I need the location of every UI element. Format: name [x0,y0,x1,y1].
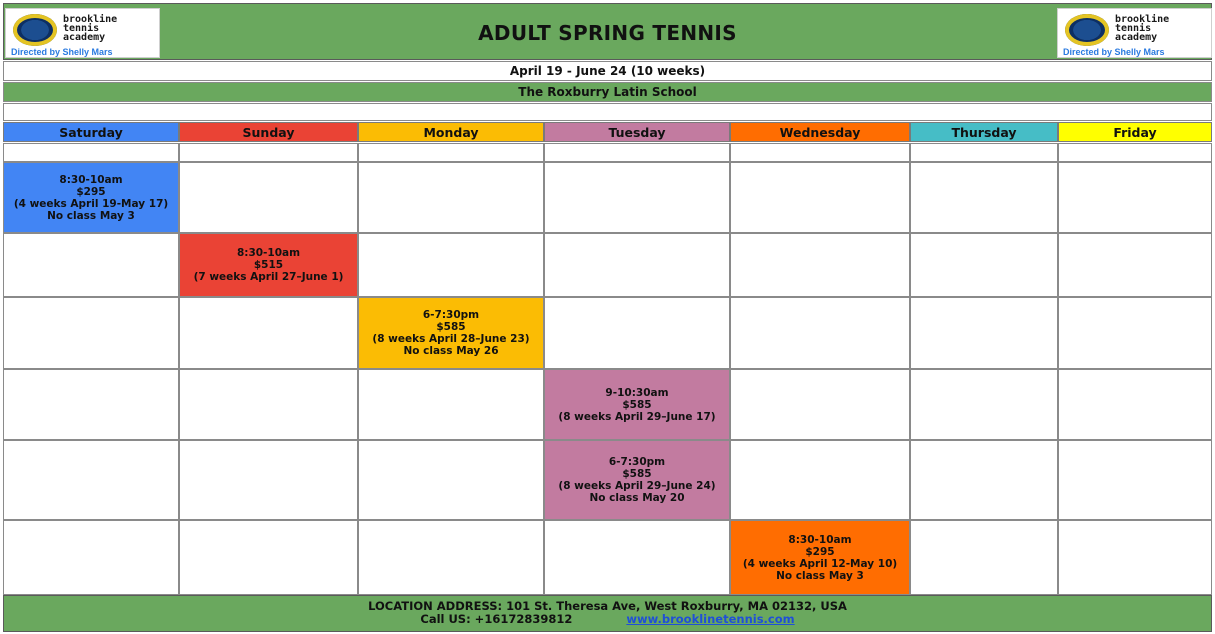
class-slot-saturday[interactable] [3,162,179,233]
class-details [372,309,529,357]
class-detail-line: (8 weeks April 28–June 23) [372,333,530,345]
schedule-cell [1058,520,1212,595]
header-bar [3,3,1212,60]
logo-text: brookline tennis academy [63,14,118,43]
class-detail-line: 8:30-10am [59,173,123,186]
logo-left [5,8,160,58]
class-detail-line: 6-7:30pm [422,309,480,321]
logo-tagline: Directed by Shelly Mars [1063,47,1165,57]
logo-right [1057,8,1212,58]
logo-text: brookline tennis academy [1115,14,1170,43]
schedule-cell [910,233,1058,297]
schedule-cell [1058,233,1212,297]
day-header-saturday: Saturday [3,122,179,142]
schedule-cell [3,143,179,162]
schedule-cell [358,143,544,162]
schedule-cell [730,233,910,297]
schedule-cell [3,233,179,297]
schedule-cell [544,520,730,595]
class-slot-monday[interactable] [358,297,544,369]
class-detail-line: (8 weeks April 29–June 24) [558,480,716,492]
schedule-cell [3,520,179,595]
schedule-cell [544,143,730,162]
class-detail-line: 6-7:30pm [608,456,666,468]
class-details [558,456,715,504]
schedule-cell [179,162,358,233]
tennis-ball-icon [1065,14,1109,46]
schedule-cell [3,440,179,520]
class-detail-line: $515 [253,259,284,271]
schedule-cell [3,297,179,369]
date-range: April 19 - June 24 (10 weeks) [3,61,1212,81]
footer-bar [3,595,1212,632]
school-name: The Roxburry Latin School [3,82,1212,102]
location-address: LOCATION ADDRESS: 101 St. Theresa Ave, West Roxburry, MA 02132, USA [368,599,847,613]
class-detail-line: No class May 20 [589,492,685,504]
class-details [743,534,897,582]
schedule-cell [544,297,730,369]
class-detail-line: 8:30-10am [236,247,301,259]
class-detail-line: $585 [436,321,466,333]
schedule-cell [358,520,544,595]
schedule-cell [730,162,910,233]
schedule-cell [358,369,544,440]
call-us: Call US: +16172839812 [420,612,573,626]
schedule-cell [1058,369,1212,440]
schedule-cell [358,162,544,233]
class-details [194,247,344,283]
day-header-wednesday: Wednesday [730,122,910,142]
schedule-cell [910,143,1058,162]
schedule-cell [3,369,179,440]
tennis-ball-icon [13,14,57,46]
day-header-friday: Friday [1058,122,1212,142]
class-detail-line: (8 weeks April 29–June 17) [558,410,716,423]
class-slot-sunday[interactable] [179,233,358,297]
schedule-cell [910,369,1058,440]
class-detail-line: $295 [76,185,106,198]
schedule-cell [910,297,1058,369]
schedule-cell [730,143,910,162]
schedule-cell [358,440,544,520]
class-detail-line: 9-10:30am [605,386,669,399]
class-slot-tuesday[interactable] [544,369,730,440]
schedule-cell [1058,162,1212,233]
schedule-cell [910,440,1058,520]
day-header-thursday: Thursday [910,122,1058,142]
class-detail-line: $585 [622,468,652,480]
class-slot-wednesday[interactable] [730,520,910,595]
class-detail-line: $585 [622,398,652,411]
logo-tagline: Directed by Shelly Mars [11,47,113,57]
schedule-cell [910,162,1058,233]
class-slot-tuesday[interactable] [544,440,730,520]
class-detail-line: No class May 3 [47,209,135,222]
class-detail-line: 8:30-10am [788,533,852,546]
class-detail-line: (4 weeks April 12-May 10) [742,557,898,570]
class-details [14,174,168,222]
class-details [558,387,715,423]
schedule-cell [910,520,1058,595]
schedule-cell [358,233,544,297]
day-header-tuesday: Tuesday [544,122,730,142]
class-detail-line: (4 weeks April 19-May 17) [13,197,169,210]
class-detail-line: No class May 26 [403,345,499,357]
schedule-cell [1058,440,1212,520]
schedule-cell [544,233,730,297]
schedule-cell [544,162,730,233]
day-header-sunday: Sunday [179,122,358,142]
schedule-cell [179,520,358,595]
schedule-cell [730,369,910,440]
class-detail-line: (7 weeks April 27–June 1) [193,271,344,283]
schedule-cell [179,143,358,162]
spacer-row [3,103,1212,121]
schedule-cell [1058,143,1212,162]
class-detail-line: $295 [805,545,835,558]
schedule-cell [730,440,910,520]
page-title: ADULT SPRING TENNIS [478,21,737,45]
day-header-monday: Monday [358,122,544,142]
schedule-cell [1058,297,1212,369]
website-link[interactable]: www.brooklinetennis.com [626,612,795,626]
schedule-cell [179,369,358,440]
schedule-cell [179,440,358,520]
schedule-cell [179,297,358,369]
class-detail-line: No class May 3 [776,569,864,582]
schedule-cell [730,297,910,369]
